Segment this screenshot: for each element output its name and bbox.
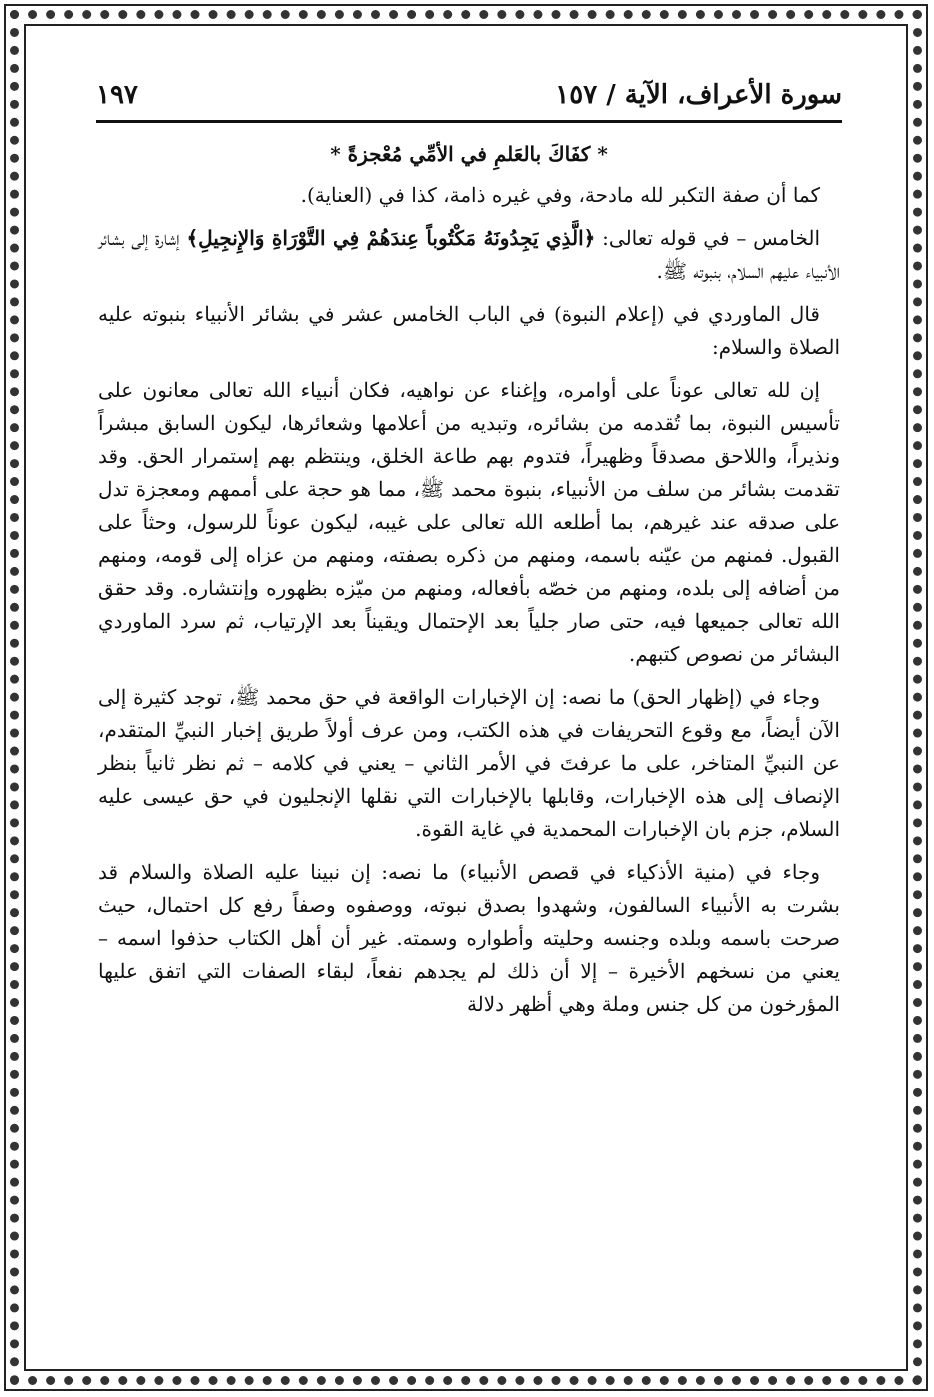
quran-verse: ﴿الَّذِي يَجِدُونَهُ مَكْتُوباً عِندَهُمْ فِي التَّوْرَاةِ وَالإِنجِيلِ﴾ (186, 226, 596, 250)
page-number: ١٩٧ (96, 80, 138, 110)
page-header (96, 76, 842, 120)
paragraph-5: وجاء في (إظهار الحق) ما نصه: إن الإخبارات الواقعة في حق محمد ﷺ، توجد كثيرة إلى الآن أيضاً، مع وقوع التحريفات في هذه الكتب، ومن عرف أولاً طريق إخبار النبيِّ المتقدم، عن النبيِّ المتاخر، على ما عرفتَ في الأمر الثاني – يعني في كلامه – ثم نظر ثانياً بنظر الإنصاف إلى هذه الإخبارات، وقابلها بالإخبارات التي نقلها الإنجليون في حق عيسى عليه السلام، جزم بان الإخبارات المحمدية في غاية القوة. (98, 685, 840, 841)
paragraph-3: قال الماوردي في (إعلام النبوة) في الباب الخامس عشر في بشائر الأنبياء بنبوته عليه الصلاة والسلام: (98, 302, 840, 359)
paragraph-6: وجاء في (منية الأذكياء في قصص الأنبياء) ما نصه: إن نبينا عليه الصلاة والسلام قد بشرت به الأنبياء السالفون، وشهدوا بصدق نبوته، ووصفوه وصفاً رفع كل احتمال، حيث صرحت باسمه وبلده وجنسه وحليته وأطواره وسمته. غير أن أهل الكتاب حذفوا اسمه – يعني من نسخهم الأخيرة – إلا أن ذلك لم يجدهم نفعاً، لبقاء الصفات التي اتفق عليها المؤرخون من كل جنس وملة وهي أظهر دلالة (98, 860, 840, 1016)
paragraph-4: إن لله تعالى عوناً على أوامره، وإغناء عن نواهيه، فكان أنبياء الله تعالى معانون على تأسيس النبوة، بما تُقدمه من بشائره، وتبديه من أعلامها وشعائرها، ليكون السابق مبشراً ونذيراً، واللاحق مصدقاً وظهيراً، فتدوم بهم طاعة الخلق، وينتظم بهم إستمرار الحق. وقد تقدمت بشائر من سلف من الأنبياء، بنبوة محمد ﷺ، مما هو حجة على أممهم ومعجزة تدل على صدقه عند غيرهم، بما أطلعه الله تعالى على غيبه، ليكون عوناً للرسول، وحثاً على القبول. فمنهم من عيّنه باسمه، ومنهم من ذكره بصفته، ومنهم من عزاه إلى قومه، ومنهم من أضافه إلى بلده، ومنهم من خصّه بأفعاله، ومنهم من ميّزه بظهوره وإنتشاره. وقد حقق الله تعالى جميعها فيه، حتى صار جلياً بعد الإحتمال ويقيناً بعد الإرتياب، ثم سرد الماوردي البشائر من نصوص كتبهم. (98, 378, 840, 666)
paragraph-2-lead: الخامس – في قوله تعالى: (595, 226, 820, 250)
paragraph-1: كما أن صفة التكبر لله مادحة، وفي غيره ذامة، كذا في (العناية). (300, 183, 820, 207)
paragraph-2 (98, 222, 840, 288)
page-body (98, 138, 840, 1027)
header-rule (96, 120, 842, 123)
running-title: سورة الأعراف، الآية / ١٥٧ (555, 80, 842, 110)
section-heading: * كفَاكَ بالعَلمِ في الأمِّي مُعْجزةً * (330, 142, 608, 166)
paragraph-2-tail: إشارة إلى بشائر الأنبياء عليهم السلام، بنبوته ﷺ. (98, 226, 840, 283)
